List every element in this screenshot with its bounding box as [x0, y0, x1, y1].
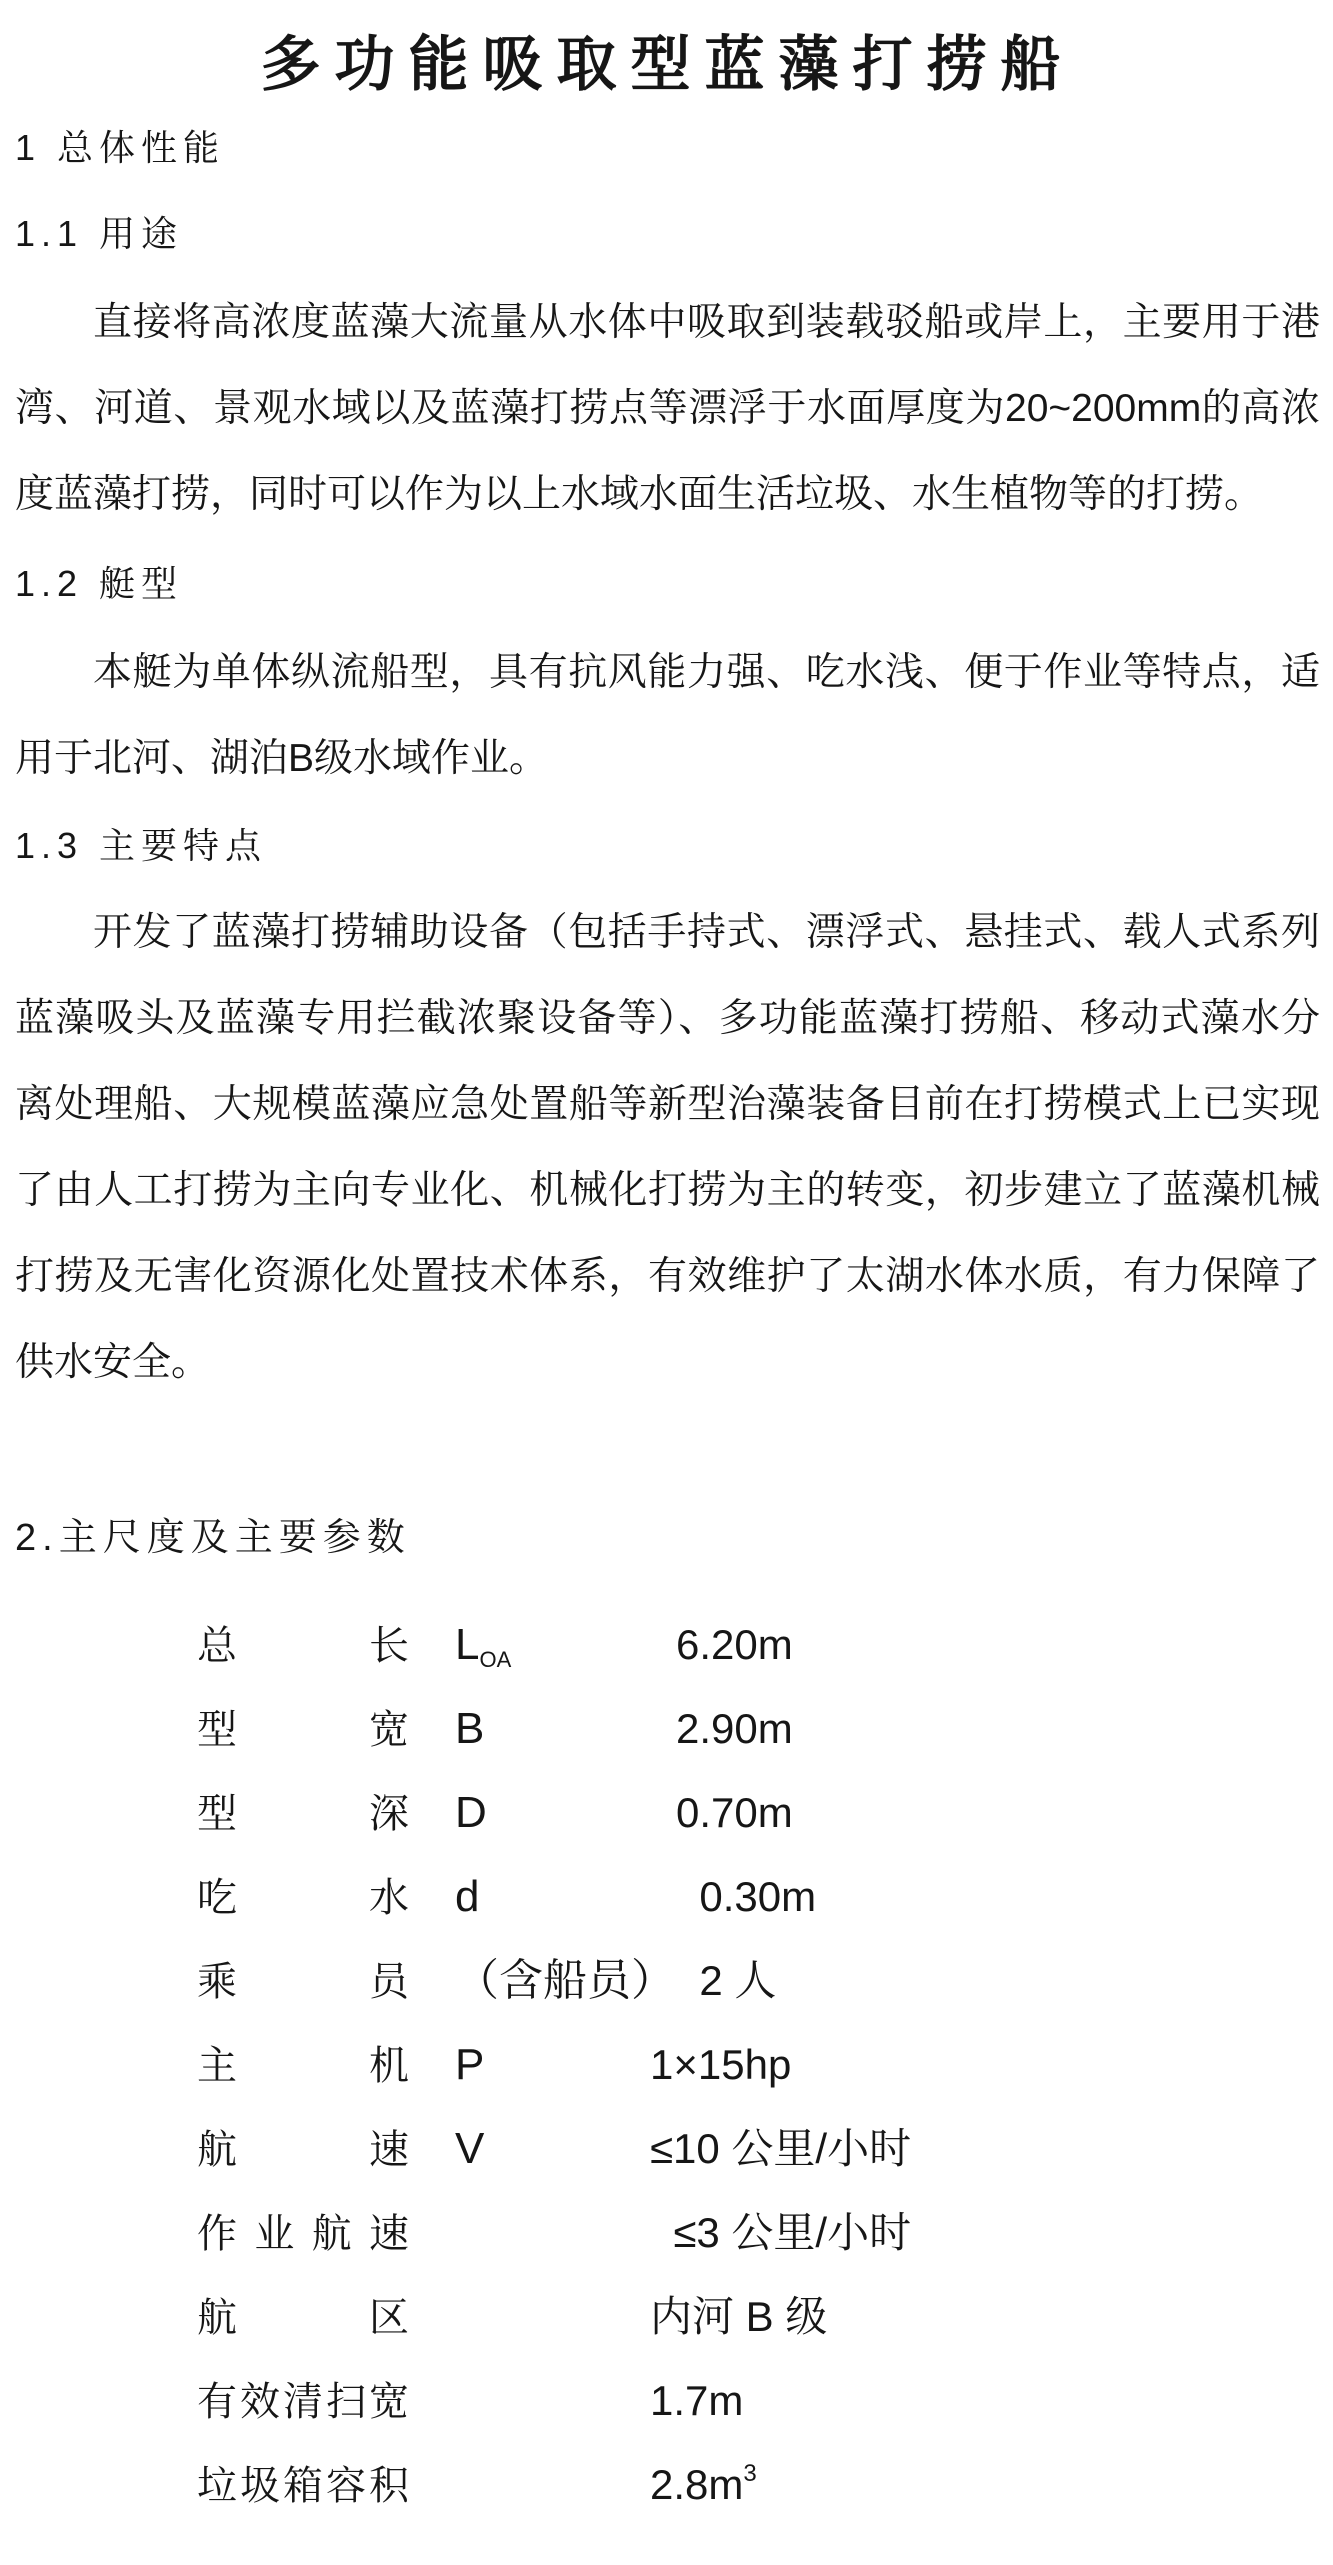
parameter-value: [650, 1780, 793, 1835]
parameter-value: [650, 2032, 791, 2087]
parameter-value-text: 2 人: [676, 1957, 777, 2004]
parameter-row-working-speed: [197, 2200, 1320, 2256]
parameter-symbol: [455, 1788, 650, 1850]
parameter-value-text: 6.20m: [676, 1621, 793, 1668]
parameter-value-text: 2.90m: [676, 1705, 793, 1752]
parameter-row-draft: [197, 1864, 1320, 1921]
parameter-value-text: 内河 B 级: [650, 2293, 828, 2340]
parameter-label: 航区: [197, 2296, 409, 2340]
parameter-label: 主机: [197, 2044, 409, 2088]
parameter-symbol: [455, 2124, 650, 2186]
heading-purpose: 1.1 用途: [15, 213, 184, 254]
heading-overall-performance: 1 总体性能: [15, 127, 226, 168]
parameter-label: 垃圾箱容积: [197, 2464, 409, 2508]
parameter-row-bin-volume: [197, 2452, 1320, 2508]
parameter-symbol-subscript: OA: [479, 1647, 512, 1672]
parameters-group-performance: [15, 2032, 1320, 2508]
parameter-symbol-text: V: [455, 2124, 485, 2173]
parameter-value: [650, 1612, 793, 1667]
parameter-value: [650, 2284, 827, 2339]
paragraph-hull-type: 本艇为单体纵流船型，具有抗风能力强、吃水浅、便于作业等特点，适用于北河、湖泊B级水域作业。: [15, 651, 1320, 780]
parameter-label: 作业航速: [197, 2212, 409, 2256]
parameter-value: [650, 1948, 776, 2003]
parameter-label: 乘员: [197, 1960, 409, 2004]
parameter-value: [650, 2452, 757, 2507]
parameter-row-sweep-width: [197, 2368, 1320, 2424]
parameter-row-length-overall: [197, 1612, 1320, 1672]
parameter-value: [650, 2116, 911, 2171]
parameter-value-text: 1.7m: [650, 2377, 744, 2424]
parameter-label: 有效清扫宽: [197, 2380, 409, 2424]
parameter-symbol: [455, 2040, 650, 2102]
parameter-row-navigation-zone: [197, 2284, 1320, 2340]
parameter-symbol: [455, 1620, 650, 1682]
parameter-row-breadth: [197, 1696, 1320, 1753]
parameter-symbol-text: B: [455, 1704, 485, 1753]
parameter-label: 总长: [197, 1624, 409, 1668]
parameter-symbol-text: P: [455, 2040, 485, 2089]
parameter-label: 型宽: [197, 1708, 409, 1752]
parameter-symbol-text: L: [455, 1620, 480, 1669]
heading-main-features: 1.3 主要特点: [15, 825, 268, 866]
parameter-row-speed: [197, 2116, 1320, 2173]
parameter-row-crew: [197, 1948, 1320, 2005]
paragraph-purpose: 直接将高浓度蓝藻大流量从水体中吸取到装载驳船或岸上，主要用于港湾、河道、景观水域以及蓝藻打捞点等漂浮于水面厚度为20~200mm的高浓度蓝藻打捞，同时可以作为以上水域水面生活垃圾、水生植物等的打捞。: [15, 301, 1320, 516]
parameter-symbol-text: （含船员）: [455, 1956, 675, 2005]
parameters-group-dimensions: [15, 1612, 1320, 2005]
parameter-symbol: [455, 1872, 650, 1934]
parameter-value: [650, 2368, 743, 2423]
parameter-row-depth: [197, 1780, 1320, 1837]
parameter-symbol-text: d: [455, 1872, 480, 1921]
parameter-value: [650, 1696, 793, 1751]
parameter-value-text: 1×15hp: [650, 2041, 792, 2088]
parameter-row-main-engine: [197, 2032, 1320, 2089]
parameter-label: 吃水: [197, 1876, 409, 1920]
document-title: 多功能吸取型蓝藻打捞船: [260, 31, 1075, 98]
parameters-table: [15, 1612, 1320, 2508]
parameter-value-text: 0.70m: [676, 1789, 793, 1836]
parameter-value: [650, 2200, 911, 2255]
parameter-value-text: ≤10 公里/小时: [650, 2125, 912, 2172]
parameter-label: 型深: [197, 1792, 409, 1836]
parameter-symbol: [455, 1704, 650, 1766]
parameter-symbol-text: D: [455, 1788, 487, 1837]
heading-hull-type: 1.2 艇型: [15, 563, 184, 604]
parameter-label: 航速: [197, 2128, 409, 2172]
parameter-value: [650, 1864, 816, 1919]
parameter-value-text: 0.30m: [676, 1873, 817, 1920]
paragraph-main-features: 开发了蓝藻打捞辅助设备（包括手持式、漂浮式、悬挂式、载人式系列蓝藻吸头及蓝藻专用拦截浓聚设备等）、多功能蓝藻打捞船、移动式藻水分离处理船、大规模蓝藻应急处置船等新型治藻装备目前在打捞模式上已实现了由人工打捞为主向专业化、机械化打捞为主的转变，初步建立了蓝藻机械打捞及无害化资源化处置技术体系，有效维护了太湖水体水质，有力保障了供水安全。: [15, 911, 1320, 1384]
heading-main-dimensions: 2.主尺度及主要参数: [15, 1517, 411, 1559]
parameter-value-superscript: 3: [743, 2460, 757, 2487]
parameter-value-text: 2.8m: [650, 2461, 744, 2508]
parameter-symbol: [455, 1956, 675, 2018]
parameter-value-text: ≤3 公里/小时: [650, 2209, 912, 2256]
